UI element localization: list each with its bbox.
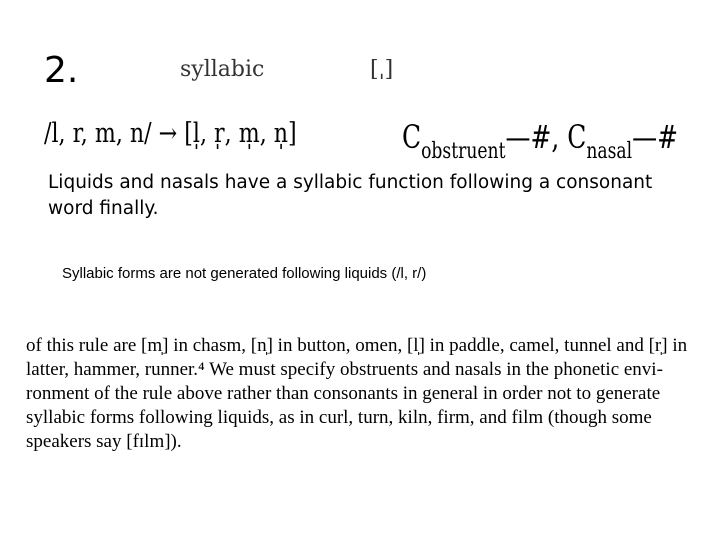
env-sub-nasal: nasal	[586, 139, 633, 164]
excerpt-line-1: of this rule are [m̩] in chasm, [n̩] in button, omen, [l̩] in paddle, camel, tunnel and [r̩] in	[26, 335, 688, 356]
slide-number: 2.	[44, 50, 79, 91]
env-sub-obstruent: obstruent	[421, 139, 506, 164]
excerpt-line-3: ronment of the rule above rather than consonants in general in order not to generate	[26, 383, 661, 404]
rule-formula: /l, r, m, n/ → [l̩, r̩, m̩, n̩]	[44, 118, 297, 149]
rule-environment	[402, 118, 678, 164]
env-end: —#	[632, 118, 679, 156]
env-c1: C	[402, 118, 422, 156]
book-excerpt	[26, 334, 687, 454]
excerpt-line-2: latter, hammer, runner.⁴ We must specify obstruents and nasals in the phonetic envi-	[26, 359, 663, 380]
excerpt-line-5: speakers say [fɪlm]).	[26, 431, 182, 452]
excerpt-line-4: syllabic forms following liquids, as in curl, turn, kiln, firm, and film (though some	[26, 407, 652, 428]
rule-label: syllabic	[180, 57, 265, 82]
syllabic-diacritic: [ˌ]	[370, 57, 394, 82]
env-mid: —#, C	[505, 118, 587, 156]
description-text: Liquids and nasals have a syllabic function following a consonant word finally.	[48, 172, 653, 219]
note-text: Syllabic forms are not generated following liquids (/l, r/)	[62, 265, 427, 282]
